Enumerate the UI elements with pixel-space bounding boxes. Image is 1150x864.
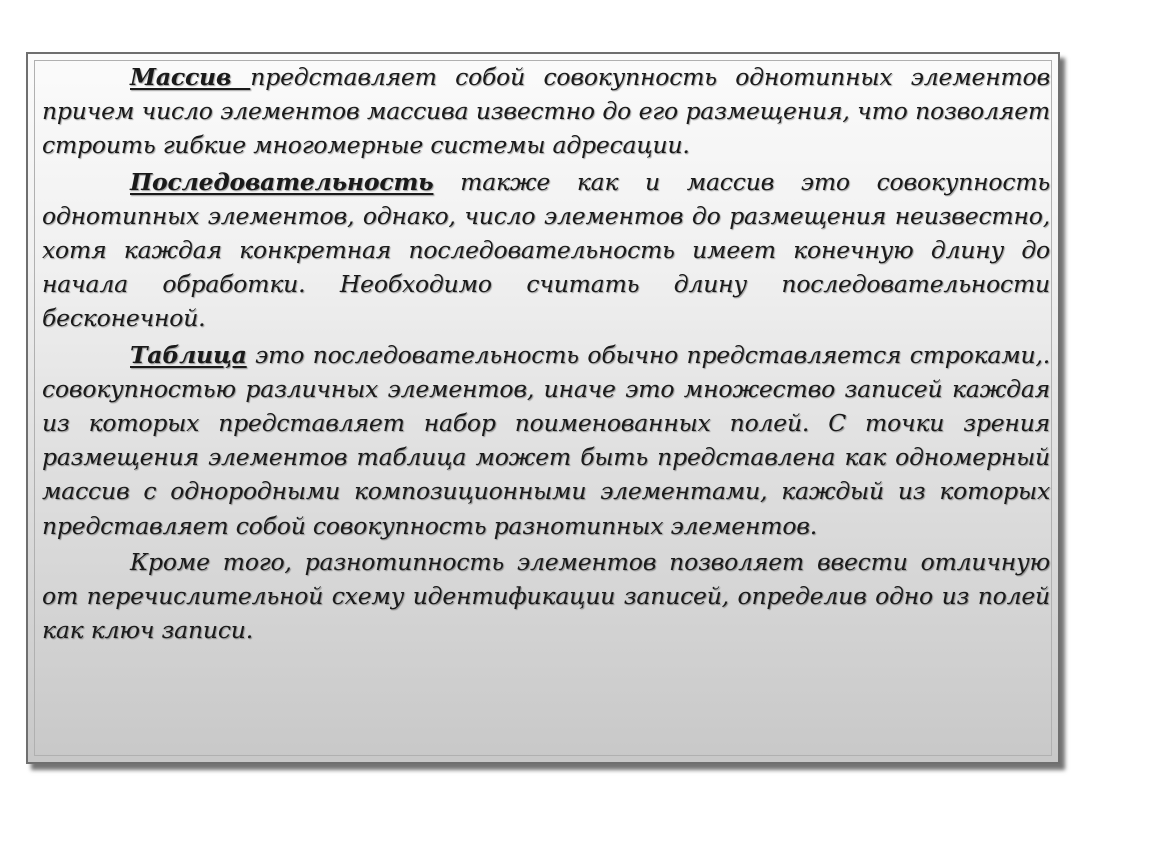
paragraph-text: также как и массив это совокупность однотипных элементов, однако, число элементов до размещения неизвестно, хотя каждая конкретная последовательность имеет конечную длину до начала обработки. Необходимо считать длину последовательности бесконечной. (42, 167, 1050, 333)
term-tablica: Таблица (130, 340, 247, 369)
paragraph-krome-togo (42, 545, 1050, 648)
paragraph-massiv (42, 60, 1050, 163)
term-posledovatelnost: Последовательность (130, 167, 434, 196)
paragraph-text: представляет собой совокупность однотипных элементов причем число элементов массива известно до его размещения, что позволяет строить гибкие многомерные системы адресации. (42, 63, 1050, 160)
slide-frame (26, 52, 1060, 764)
term-massiv: Массив (130, 63, 251, 91)
text-block (42, 60, 1050, 649)
paragraph-tablica (42, 338, 1050, 543)
paragraph-posledovatelnost (42, 165, 1050, 336)
paragraph-text: Кроме того, разнотипность элементов позволяет ввести отличную от перечислительной схему идентификации записей, определив одно из полей как ключ записи. (42, 547, 1050, 645)
paragraph-text: это последовательность обычно представляется строками,. совокупностью различных элементов, иначе это множество записей каждая из которых представляет набор поименованных полей. С точки зрения размещения элементов таблица может быть представлена как одномерный массив с однородными композиционными элементами, каждый из которых представляет собой совокупность разнотипных элементов. (42, 340, 1050, 540)
